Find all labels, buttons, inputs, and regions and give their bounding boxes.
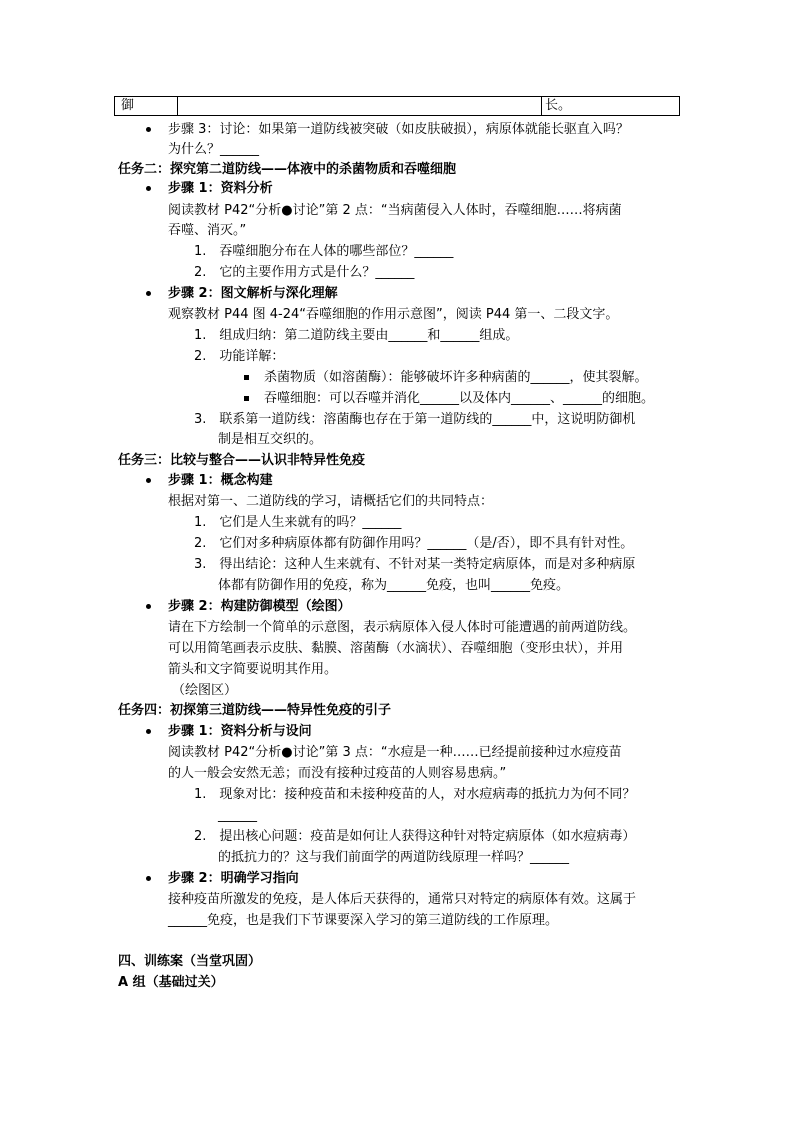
- table-cell: [541, 97, 679, 115]
- step-text: 为什么？______: [168, 142, 260, 157]
- step-label: 步骤 1：概念构建: [168, 473, 273, 488]
- paragraph: 吞噬、消灭。”: [168, 223, 247, 238]
- list-item: 吞噬细胞：可以吞噬并消化______以及体内______、______的细胞。: [264, 391, 655, 406]
- list-item: 1. 吞噬细胞分布在人体的哪些部位？______: [194, 244, 454, 259]
- paragraph: 可以用简笔画表示皮肤、黏膜、溶菌酶（水滴状）、吞噬细胞（变形虫状），并用: [168, 641, 624, 656]
- paragraph: 请在下方绘制一个简单的示意图，表示病原体入侵人体时可能遭遇的前两道防线。: [168, 620, 637, 635]
- list-item: ______: [218, 808, 257, 823]
- paragraph: ______免疫，也是我们下节课要深入学习的第三道防线的工作原理。: [168, 913, 559, 928]
- cell-text: 长。: [545, 98, 572, 113]
- cell-text: 御: [121, 98, 135, 113]
- paragraph: 箭头和文字简要说明其作用。: [168, 662, 338, 677]
- table-cell: [177, 97, 542, 115]
- list-item: 1. 它们是人生来就有的吗？______: [194, 515, 402, 530]
- paragraph: 的人一般会安然无恙；而没有接种过疫苗的人则容易患病。”: [168, 766, 507, 781]
- bullet-icon: [146, 478, 151, 483]
- paragraph: 阅读教材 P42“分析●讨论”第 3 点：“水痘是一种……已经提前接种过水痘疫苗: [168, 745, 622, 760]
- list-item: 3. 得出结论：这种人生来就有、不针对某一类特定病原体，而是对多种病原: [194, 557, 636, 572]
- list-item: 2. 它们对多种病原体都有防御作用吗？______（是/否），即不具有针对性。: [194, 536, 634, 551]
- list-item: 的抵抗力的？这与我们前面学的两道防线原理一样吗？______: [218, 850, 570, 865]
- square-bullet-icon: [244, 396, 249, 401]
- group-title: A 组（基础过关）: [118, 975, 224, 990]
- paragraph: 观察教材 P44 图 4-24“吞噬细胞的作用示意图”，阅读 P44 第一、二段文字。: [168, 307, 619, 322]
- paragraph: 阅读教材 P42“分析●讨论”第 2 点：“当病菌侵入人体时，吞噬细胞……将病菌: [168, 203, 622, 218]
- square-bullet-icon: [244, 375, 249, 380]
- bullet-icon: [146, 729, 151, 734]
- section-title: 四、训练案（当堂巩固）: [118, 954, 262, 969]
- paragraph: 根据对第一、二道防线的学习，请概括它们的共同特点：: [168, 494, 494, 509]
- list-item: 1. 组成归纳：第二道防线主要由______和______组成。: [194, 328, 519, 343]
- bullet-icon: [146, 604, 151, 609]
- bullet-icon: [146, 876, 151, 881]
- list-item: 2. 功能详解：: [194, 349, 285, 364]
- list-item: 杀菌物质（如溶菌酶）：能够破坏许多种病菌的______，使其裂解。: [264, 370, 648, 385]
- task-title: 任务四：初探第三道防线——特异性免疫的引子: [118, 703, 392, 718]
- step-label: 步骤 2：图文解析与深化理解: [168, 286, 338, 301]
- paragraph: 接种疫苗所激发的免疫，是人体后天获得的，通常只对特定的病原体有效。这属于: [168, 892, 637, 907]
- bullet-icon: [146, 127, 151, 132]
- list-item: 1. 现象对比：接种疫苗和未接种疫苗的人，对水痘病毒的抵抗力为何不同？: [194, 787, 636, 802]
- drawing-area-label: （绘图区）: [172, 683, 238, 698]
- list-item: 3. 联系第一道防线：溶菌酶也存在于第一道防线的______中，这说明防御机: [194, 412, 636, 427]
- list-item: 2. 提出核心问题：疫苗是如何让人获得这种针对特定病原体（如水痘病毒）: [194, 829, 636, 844]
- table-row: [114, 96, 680, 116]
- step-text: 步骤 3：讨论：如果第一道防线被突破（如皮肤破损），病原体就能长驱直入吗？: [168, 122, 629, 137]
- step-label: 步骤 1：资料分析与设问: [168, 724, 312, 739]
- list-item: 制是相互交织的。: [218, 432, 323, 447]
- table-cell: [115, 97, 178, 115]
- list-item: 体都有防御作用的免疫，称为______免疫，也叫______免疫。: [218, 578, 570, 593]
- bullet-icon: [146, 186, 151, 191]
- step-label: 步骤 1：资料分析: [168, 181, 273, 196]
- bullet-icon: [146, 291, 151, 296]
- task-title: 任务三：比较与整合——认识非特异性免疫: [118, 453, 366, 468]
- step-label: 步骤 2：明确学习指向: [168, 871, 299, 886]
- task-title: 任务二：探究第二道防线——体液中的杀菌物质和吞噬细胞: [118, 162, 457, 177]
- step-label: 步骤 2：构建防御模型（绘图）: [168, 599, 351, 614]
- list-item: 2. 它的主要作用方式是什么？______: [194, 265, 415, 280]
